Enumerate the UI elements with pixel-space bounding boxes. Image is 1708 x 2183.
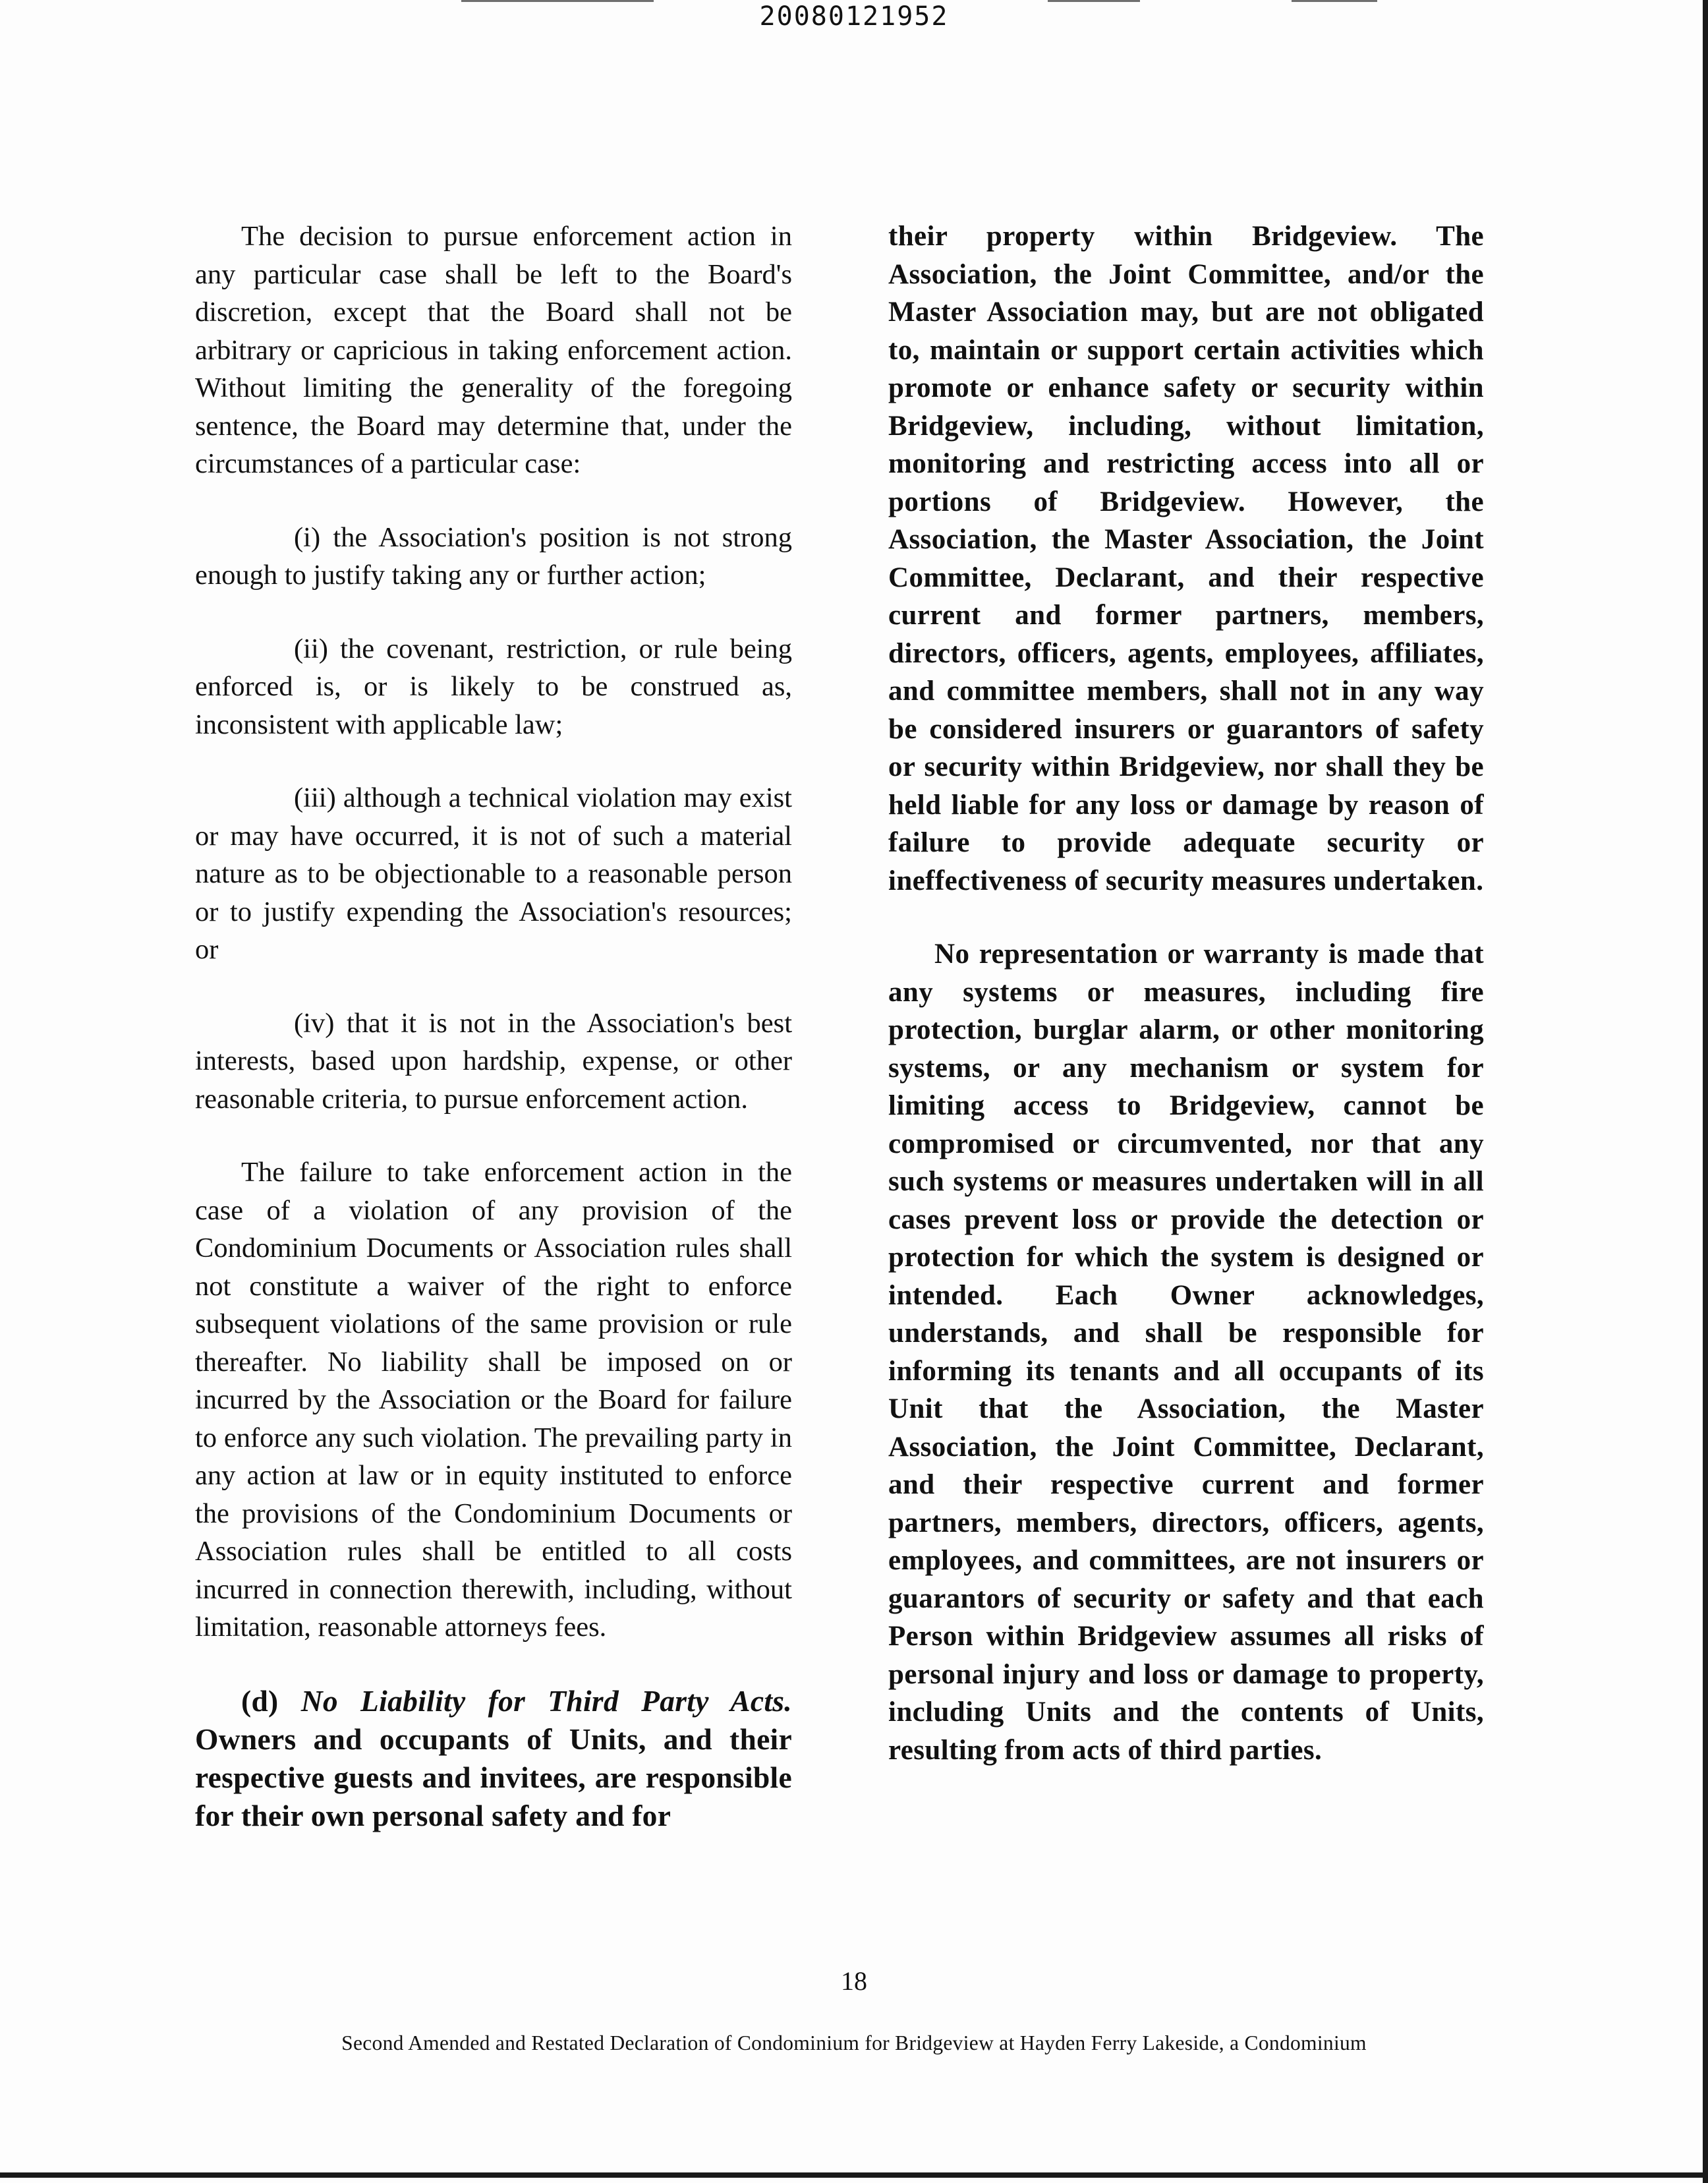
- section-d-paragraph: [195, 1682, 792, 1835]
- section-d-title: No Liability for Third Party Acts.: [300, 1683, 792, 1718]
- scan-bottom-border: [0, 2172, 1708, 2178]
- security-disclaimer-paragraph: their property within Bridgeview. The Association, the Joint Committee, and/or the Master Association may, but are not obligated to, maintain or support certain activities which promote or enhance safety or security within Bridgeview, including, without limitation, monitoring and restricting access into all or portions of Bridgeview. However, the Association, the Master Association, the Joint Committee, Declarant, and their respective current and former partners, members, directors, officers, agents, employees, affiliates, and committee members, shall not in any way be considered insurers or guarantors of safety or security within Bridgeview, nor shall they be held liable for any loss or damage by reason of failure to provide adequate security or ineffectiveness of security measures undertaken.: [888, 221, 1484, 896]
- scan-right-border: [1703, 0, 1708, 2183]
- document-number: 20080121952: [759, 1, 949, 32]
- list-item-i: (i) the Association's position is not strong enough to justify taking any or further action;: [195, 521, 792, 591]
- left-column: [195, 218, 792, 1871]
- section-d-text: Owners and occupants of Units, and their respective guests and invitees, are responsible for their own personal safety and for: [195, 1722, 792, 1832]
- list-item-iv: (iv) that it is not in the Association's best interests, based upon hardship, expense, or other reasonable criteria, to pursue enforcement action.: [195, 1007, 792, 1115]
- section-d-letter: (d): [241, 1683, 279, 1718]
- enforcement-discretion-paragraph: The decision to pursue enforcement action in any particular case shall be left to the Board's discretion, except that the Board shall not be arbitrary or capricious in taking enforcement action. Without limiting the generality of the foregoing sentence, the Board may determine that, under the circumstances of a particular case:: [195, 221, 792, 479]
- no-warranty-paragraph: No representation or warranty is made that any systems or measures, including fire protection, burglar alarm, or other monitoring systems, or any mechanism or system for limiting access to Bridgeview, cannot be compromised or circumvented, nor that any such systems or measures undertaken will in all cases prevent loss or provide the detection or protection for which the system is designed or intended. Each Owner acknowledges, understands, and shall be responsible for informing its tenants and all occupants of its Unit that the Association, the Master Association, the Joint Committee, Declarant, and their respective current and former partners, members, directors, officers, agents, employees, and committees, are not insurers or guarantors of security or safety and that each Person within Bridgeview assumes all risks of personal injury and loss or damage to property, including Units and the contents of Units, resulting from acts of third parties.: [888, 939, 1484, 1766]
- right-column: [888, 218, 1484, 1805]
- document-footer: Second Amended and Restated Declaration of Condominium for Bridgeview at Hayden Ferry Lakeside, a Condominium: [341, 2031, 1367, 2054]
- list-item-iii: (iii) although a technical violation may exist or may have occurred, it is not of such a material nature as to be objectionable to a reasonable person or to justify expending the Association's resources; or: [195, 782, 792, 965]
- page-number: 18: [841, 1966, 867, 1996]
- list-item-ii: (ii) the covenant, restriction, or rule being enforced is, or is likely to be construed as, inconsistent with applicable law;: [195, 633, 792, 740]
- failure-to-enforce-paragraph: The failure to take enforcement action in the case of a violation of any provision of the Condominium Documents or Association rules shall not constitute a waiver of the right to enforce subsequent violations of the same provision or rule thereafter. No liability shall be imposed on or incurred by the Association or the Board for failure to enforce any such violation. The prevailing party in any action at law or in equity instituted to enforce the provisions of the Condominium Documents or Association rules shall be entitled to all costs incurred in connection therewith, including, without limitation, reasonable attorneys fees.: [195, 1157, 792, 1643]
